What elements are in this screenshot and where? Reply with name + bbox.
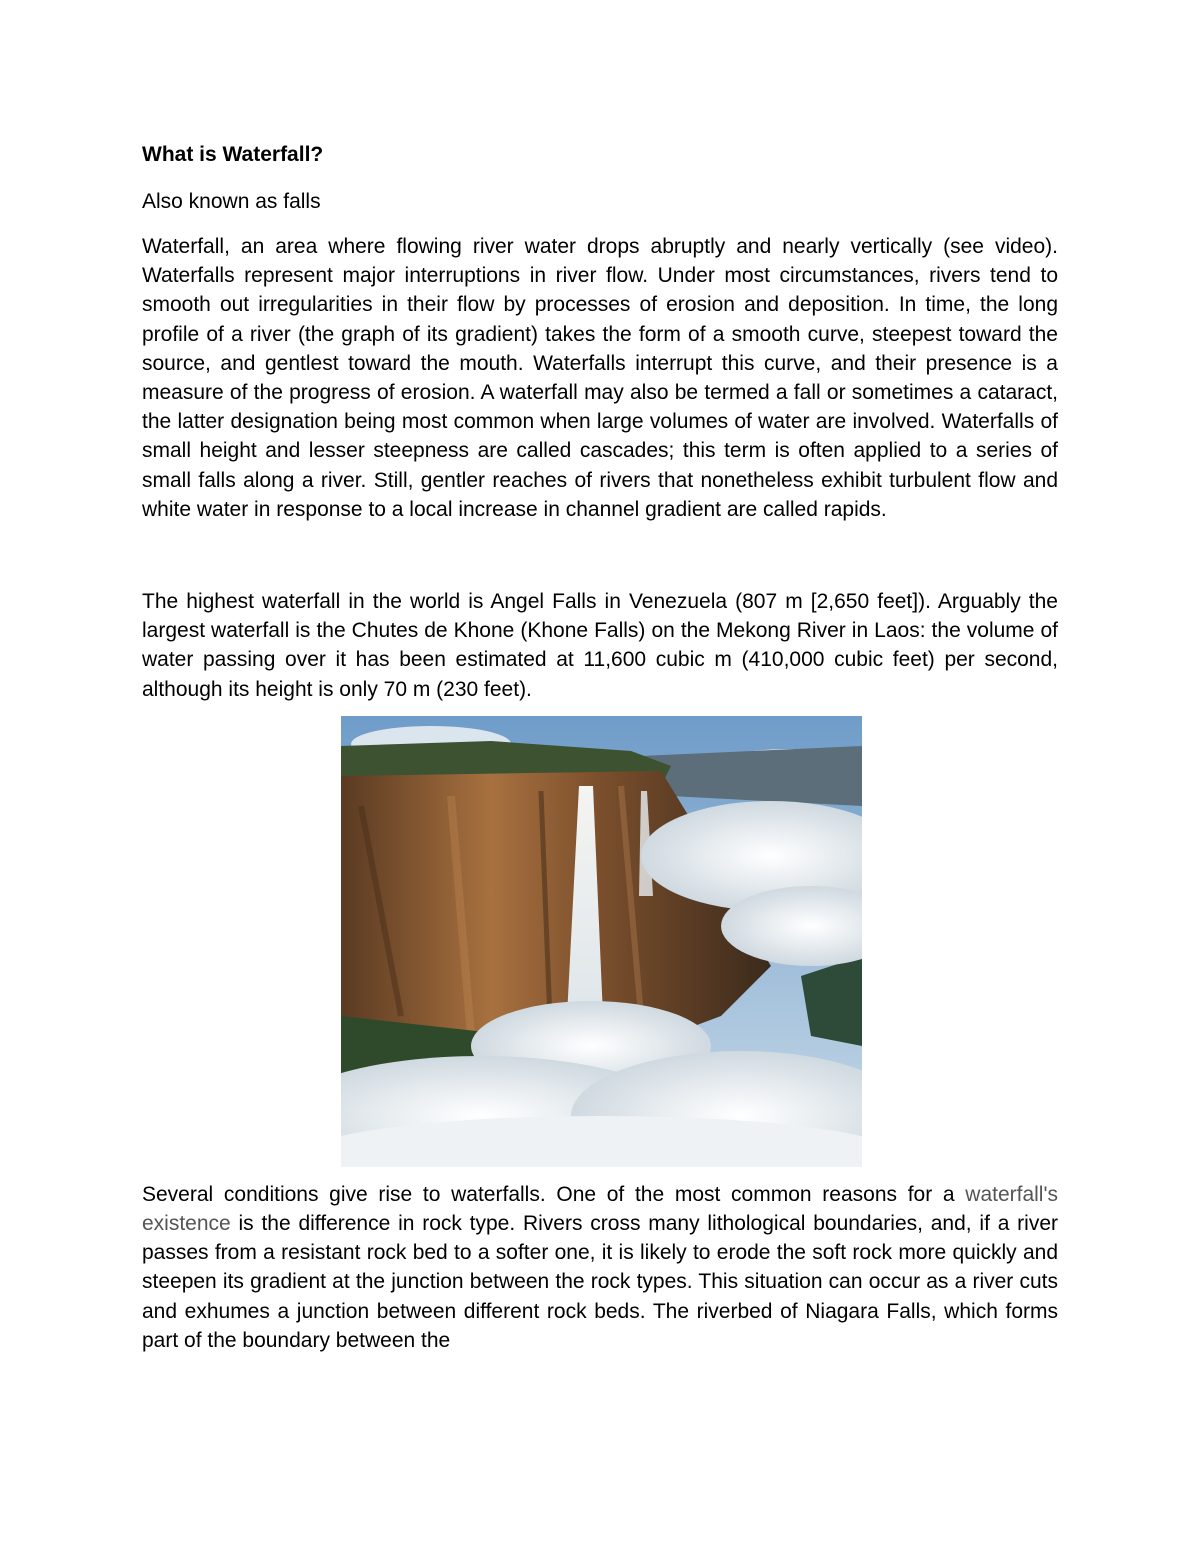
document-page [142,140,1058,1355]
paragraph-highest-waterfall: The highest waterfall in the world is Angel Falls in Venezuela (807 m [2,650 feet]). Arguably the largest waterfall is the Chutes de Khone (Khone Falls) on the Mekong River in Laos: the volume of water passing over it has been estimated at 11,600 cubic m (410,000 cubic feet) per second, although its height is only 70 m (230 feet). [142,590,1058,701]
document-subtitle: Also known as falls [142,190,321,213]
angel-falls-photo [341,716,862,1167]
paragraph-conditions [142,1180,1058,1355]
paragraph-conditions-part-b: waterfall's existence [142,1182,1058,1236]
paragraph-conditions-part-a: Several conditions give rise to waterfalls. One of the most common reasons for a [142,1182,966,1206]
paragraph-definition: Waterfall, an area where flowing river water drops abruptly and nearly vertically (see video). Waterfalls represent major interruptions in river flow. Under most circumstances, rivers tend to smooth out irregularities in their flow by processes of erosion and deposition. In time, the long profile of a river (the graph of its gradient) takes the form of a smooth curve, steepest toward the source, and gentlest toward the mouth. Waterfalls interrupt this curve, and their presence is a measure of the progress of erosion. A waterfall may also be termed a fall or sometimes a cataract, the latter designation being most common when large volumes of water are involved. Waterfalls of small height and lesser steepness are called cascades; this term is often applied to a series of small falls along a river. Still, gentler reaches of rivers that nonetheless exhibit turbulent flow and white water in response to a local increase in channel gradient are called rapids. [142,235,1058,521]
document-title: What is Waterfall? [142,143,324,166]
paragraph-conditions-part-c: is the difference in rock type. Rivers cross many lithological boundaries, and, if a river passes from a resistant rock bed to a softer one, it is likely to erode the soft rock more quickly and steepen its gradient at the junction between the rock types. This situation can occur as a river cuts and exhumes a junction between different rock beds. The riverbed of Niagara Falls, which forms part of the boundary between the [142,1212,1058,1352]
